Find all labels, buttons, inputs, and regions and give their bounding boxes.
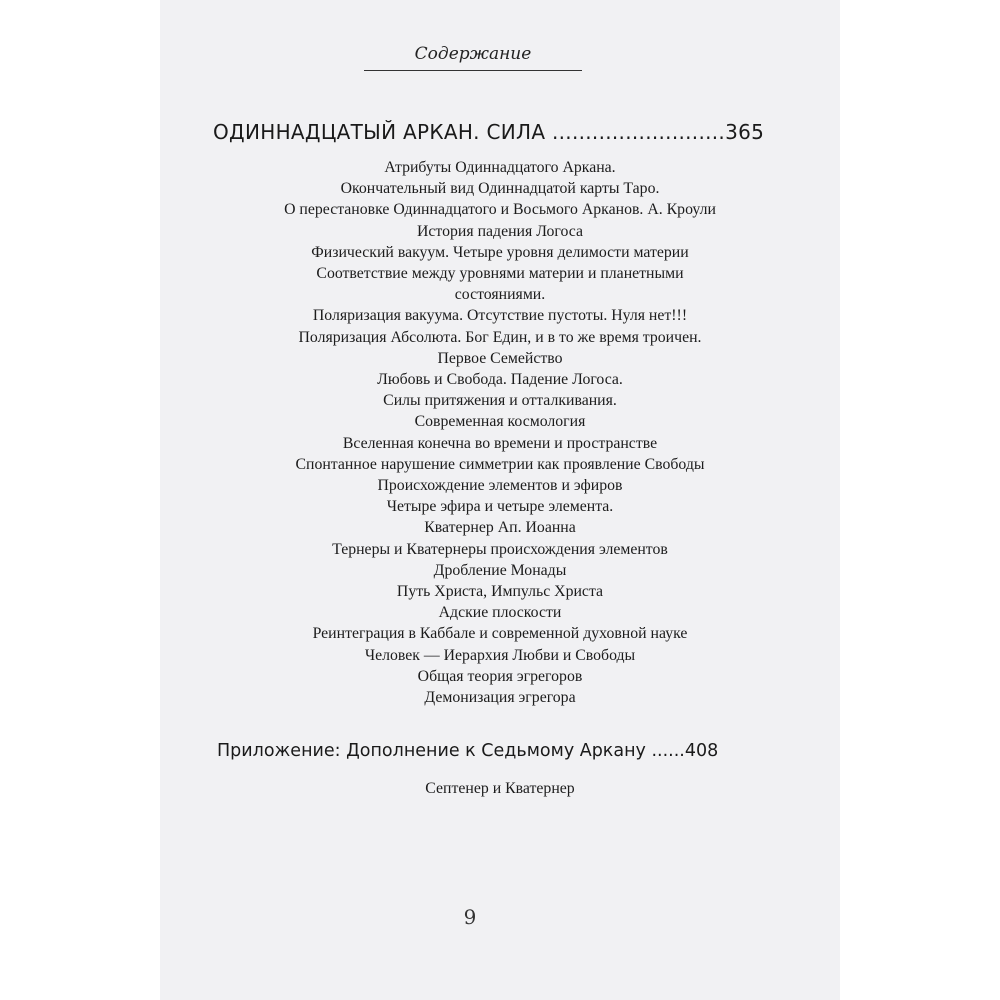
toc-entry: Человек — Иерархия Любви и Свободы bbox=[364, 646, 636, 664]
toc-entry: Четыре эфира и четыре элемента. bbox=[386, 498, 614, 516]
toc-entry: Поляризация вакуума. Отсутствие пустоты. Нуля нет!!! bbox=[312, 307, 688, 325]
toc-entry: Вселенная конечна во времени и пространстве bbox=[342, 434, 658, 452]
toc-entry: Силы притяжения и отталкивания. bbox=[383, 392, 617, 410]
toc-entry: Септенер и Кватернер bbox=[425, 780, 575, 797]
toc-entry: Любовь и Свобода. Падение Логоса. bbox=[377, 371, 623, 389]
toc-entry: Поляризация Абсолюта. Бог Един, и в то же время троичен. Первое Семейство bbox=[298, 328, 702, 367]
toc-entry-list bbox=[190, 157, 810, 708]
appendix-title: Приложение: Дополнение к Седьмому Аркану ......408 bbox=[217, 741, 719, 761]
chapter-title: ОДИННАДЦАТЫЙ АРКАН. СИЛА ..........................365 bbox=[213, 120, 765, 144]
toc-entry: Тернеры и Кватернеры происхождения элементов bbox=[332, 540, 668, 558]
toc-entry: Соответствие между уровнями материи и планетными состояниями. bbox=[316, 265, 684, 304]
header-rule bbox=[364, 70, 582, 71]
toc-entry: Реинтеграция в Каббале и современной духовной науке bbox=[312, 625, 688, 643]
toc-entry: О перестановке Одиннадцатого и Восьмого Арканов. А. Кроули bbox=[284, 201, 716, 219]
toc-entry: Кватернер Ап. Иоанна bbox=[424, 519, 576, 537]
page-number: 9 bbox=[463, 905, 477, 929]
toc-entry: Физический вакуум. Четыре уровня делимости материи bbox=[311, 243, 689, 261]
toc-entry: Демонизация эгрегора bbox=[424, 689, 576, 707]
toc-entry: Происхождение элементов и эфиров bbox=[377, 477, 623, 495]
toc-entry: История падения Логоса bbox=[416, 222, 584, 240]
toc-entry: Спонтанное нарушение симметрии как проявление Свободы bbox=[295, 455, 705, 473]
appendix-entry-list bbox=[190, 778, 810, 799]
toc-entry: Общая теория эгрегоров bbox=[417, 667, 583, 685]
toc-entry: Атрибуты Одиннадцатого Аркана. bbox=[384, 159, 616, 176]
toc-entry: Путь Христа, Импульс Христа bbox=[396, 583, 604, 601]
toc-entry: Дробление Монады bbox=[433, 561, 567, 579]
running-header: Содержание bbox=[414, 44, 532, 64]
toc-entry: Современная космология bbox=[414, 413, 586, 431]
toc-entry: Адские плоскости bbox=[438, 604, 562, 622]
toc-entry: Окончательный вид Одиннадцатой карты Таро. bbox=[340, 180, 660, 198]
